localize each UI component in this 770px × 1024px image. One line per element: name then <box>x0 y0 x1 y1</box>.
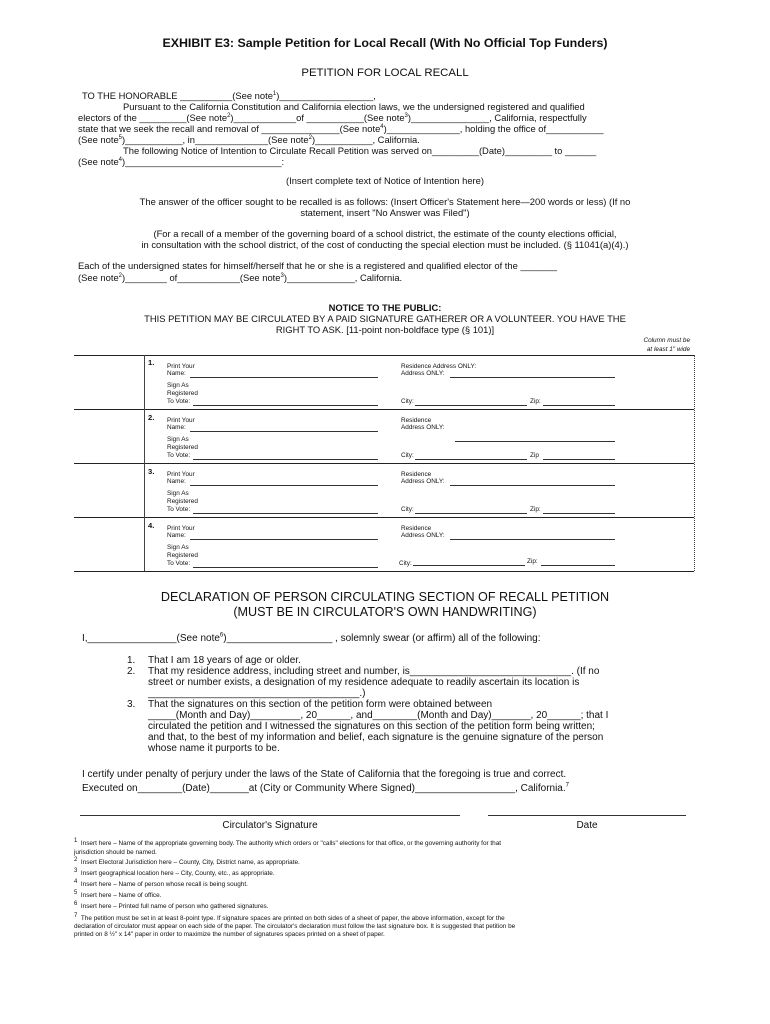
name-field[interactable] <box>190 431 378 432</box>
address-label: Address ONLY: <box>401 478 445 485</box>
row-number: 2. <box>148 413 155 422</box>
address-label: Address ONLY: <box>401 532 445 539</box>
each-line-2: (See note$^2$)________ of____________(See note$^3$)_____________, California. <box>78 272 403 283</box>
declaration-title-2: (MUST BE IN CIRCULATOR'S OWN HANDWRITING) <box>233 605 537 619</box>
item-3-line-3: circulated the petition and I witnessed the signatures on this section of the petition form being written; <box>148 721 595 732</box>
item-1-number: 1. <box>127 655 136 666</box>
footnote-2: $^2$ Insert Electoral Jurisdiction here – County, City, District name, as appropriate. <box>74 856 300 866</box>
column-note-2: at least 1" wide <box>646 346 690 353</box>
residence-label: Residence <box>401 417 432 424</box>
name-label: Name: <box>167 532 186 539</box>
zip-label: Zip: <box>527 558 538 565</box>
footnote-7-cont-1: declaration of circulator must appear on each side of the paper. The circulator's declaration must follow the last signature box. It is suggested that petition be <box>74 923 516 930</box>
address-field[interactable] <box>450 539 615 540</box>
city-field[interactable] <box>415 459 527 460</box>
zip-label: Zip: <box>530 506 541 513</box>
zip-label: Zip <box>530 452 539 459</box>
notice-line-2: RIGHT TO ASK. [11-point non-boldface type (§ 101)] <box>275 324 495 335</box>
row-number: 1. <box>148 358 155 367</box>
circulator-signature-label: Circulator's Signature <box>222 820 318 831</box>
row-number: 4. <box>148 521 155 530</box>
zip-field[interactable] <box>543 459 615 460</box>
name-label: Name: <box>167 370 186 377</box>
intro-line-1: TO THE HONORABLE __________(See note$^1$)__________________, <box>82 90 376 101</box>
registered-label: Registered <box>167 498 198 505</box>
city-label: City: <box>399 560 412 567</box>
declaration-title-1: DECLARATION OF PERSON CIRCULATING SECTION OF RECALL PETITION <box>160 590 610 604</box>
notice-line-1: THIS PETITION MAY BE CIRCULATED BY A PAID SIGNATURE GATHERER OR A VOLUNTEER. YOU HAVE THE <box>144 313 626 324</box>
insert-notice: (Insert complete text of Notice of Intention here) <box>285 175 484 186</box>
city-field[interactable] <box>413 565 525 566</box>
footnote-7-cont-2: printed on 8 ½" x 14" paper in order to maximize the number of signatures spaces printed on a sheet of paper. <box>74 931 385 938</box>
footnote-5: $^5$ Insert here – Name of office. <box>74 889 162 899</box>
declaration-i-line: I,________________(See note$^6$)___________________ , solemnly swear (or affirm) all of the following: <box>82 632 541 644</box>
city-label: City: <box>401 398 414 405</box>
footnote-1: $^1$ Insert here – Name of the appropriate governing body. The authority which orders or "calls" elections for that office, or the governing authority for that <box>74 837 502 847</box>
footnote-7: $^7$ The petition must be set in at least 8-point type. If signature spaces are printed on both sides of a sheet of paper, the above information, except for the <box>74 912 505 922</box>
item-3-line-5: whose name it purports to be. <box>148 743 280 754</box>
city-label: City: <box>401 506 414 513</box>
date-label: Date <box>576 820 598 831</box>
intro-line-7: (See note$^4$)______________________________: <box>78 156 285 167</box>
intro-line-4: state that we seek the recall and removal of _______________(See note$^4$)______________, holding the office of___________ <box>78 123 604 134</box>
sign-as-label: Sign As <box>167 490 189 497</box>
intro-line-6: The following Notice of Intention to Circulate Recall Petition was served on_________(Date)_________ to ______ <box>123 145 597 156</box>
exhibit-title: EXHIBIT E3: Sample Petition for Local Recall (With No Official Top Funders) <box>162 36 608 50</box>
intro-line-2: Pursuant to the California Constitution and California election laws, we the undersigned registered and qualified <box>123 101 585 112</box>
residence-label: Residence Address ONLY: <box>401 363 477 370</box>
zip-field[interactable] <box>543 405 615 406</box>
print-name-label: Print Your <box>167 363 195 370</box>
school-line-2: in consultation with the school district, of the cost of conducting the special election must be included. (§ 11041(a)(4).) <box>141 239 629 250</box>
address-label: Address ONLY: <box>401 424 445 431</box>
item-3-line-4: and that, to the best of my information and belief, each signature is the genuine signature of the person <box>148 732 604 743</box>
item-2-line-2: street or number exists, a designation of my residence adequate to readily ascertain its location is <box>148 677 580 688</box>
school-line-1: (For a recall of a member of the governing board of a school district, the estimate of the county elections official, <box>153 228 617 239</box>
column-note-1: Column must be <box>643 337 690 344</box>
date-line[interactable] <box>488 815 686 816</box>
sign-as-label: Sign As <box>167 544 189 551</box>
signature-field[interactable] <box>193 459 378 460</box>
residence-label: Residence <box>401 525 432 532</box>
print-name-label: Print Your <box>167 471 195 478</box>
signature-field[interactable] <box>193 567 378 568</box>
item-2-line-3: ______________________________________.) <box>148 688 366 699</box>
item-3-line-1: That the signatures on this section of the petition form were obtained between <box>148 699 493 710</box>
zip-field[interactable] <box>541 565 615 566</box>
registered-label: Registered <box>167 390 198 397</box>
item-2-line-1: That my residence address, including street and number, is_____________________________. (If no <box>148 666 600 677</box>
signature-field[interactable] <box>193 405 378 406</box>
footnote-3: $^3$ Insert geographical location here – City, County, etc., as appropriate. <box>74 867 275 877</box>
name-label: Name: <box>167 478 186 485</box>
print-name-label: Print Your <box>167 525 195 532</box>
notice-heading: NOTICE TO THE PUBLIC: <box>328 302 442 313</box>
circulator-signature-line[interactable] <box>80 815 460 816</box>
zip-field[interactable] <box>543 513 615 514</box>
registered-label: Registered <box>167 444 198 451</box>
city-label: City: <box>401 452 414 459</box>
address-label: Address ONLY: <box>401 370 445 377</box>
footnote-1-cont: jurisdiction should be named. <box>74 849 157 856</box>
to-vote-label: To Vote: <box>167 560 191 567</box>
answer-line-2: statement, insert "No Answer was Filed") <box>300 207 470 218</box>
name-field[interactable] <box>190 485 378 486</box>
address-field[interactable] <box>450 485 615 486</box>
to-vote-label: To Vote: <box>167 398 191 405</box>
form-title: PETITION FOR LOCAL RECALL <box>301 67 469 79</box>
to-vote-label: To Vote: <box>167 452 191 459</box>
name-field[interactable] <box>190 377 378 378</box>
row-number: 3. <box>148 467 155 476</box>
name-label: Name: <box>167 424 186 431</box>
to-vote-label: To Vote: <box>167 506 191 513</box>
each-line-1: Each of the undersigned states for himself/herself that he or she is a registered and qualified elector of the _______ <box>78 260 557 271</box>
item-3-number: 3. <box>127 699 136 710</box>
answer-line-1: The answer of the officer sought to be recalled is as follows: (Insert Officer's Statement here—200 words or less) (If no <box>139 196 631 207</box>
city-field[interactable] <box>415 405 527 406</box>
city-field[interactable] <box>415 513 527 514</box>
print-name-label: Print Your <box>167 417 195 424</box>
item-1-text: That I am 18 years of age or older. <box>148 655 301 666</box>
residence-label: Residence <box>401 471 432 478</box>
footnote-4: $^4$ Insert here – Name of person whose recall is being sought. <box>74 878 248 888</box>
signature-field[interactable] <box>193 513 378 514</box>
registered-label: Registered <box>167 552 198 559</box>
executed-line: Executed on________(Date)_______at (City or Community Where Signed)__________________, California.$^7$ <box>82 782 569 794</box>
intro-line-5: (See note$^5$)___________, in______________(See note$^2$)___________, California. <box>78 134 420 145</box>
address-field[interactable] <box>450 377 615 378</box>
footnote-6: $^6$ Insert here – Printed full name of person who gathered signatures. <box>74 900 269 910</box>
zip-label: Zip: <box>530 398 541 405</box>
sign-as-label: Sign As <box>167 382 189 389</box>
intro-line-3: electors of the _________(See note$^2$)____________of ___________(See note$^3$)_______________, California, respectfully <box>78 112 587 123</box>
name-field[interactable] <box>190 539 378 540</box>
sign-as-label: Sign As <box>167 436 189 443</box>
item-3-line-2: _____(Month and Day)_________, 20______, and________(Month and Day)_______, 20______; that I <box>148 710 609 721</box>
item-2-number: 2. <box>127 666 136 677</box>
certify-text: I certify under penalty of perjury under the laws of the State of California that the foregoing is true and correct. <box>82 769 567 780</box>
address-field[interactable] <box>455 441 615 442</box>
